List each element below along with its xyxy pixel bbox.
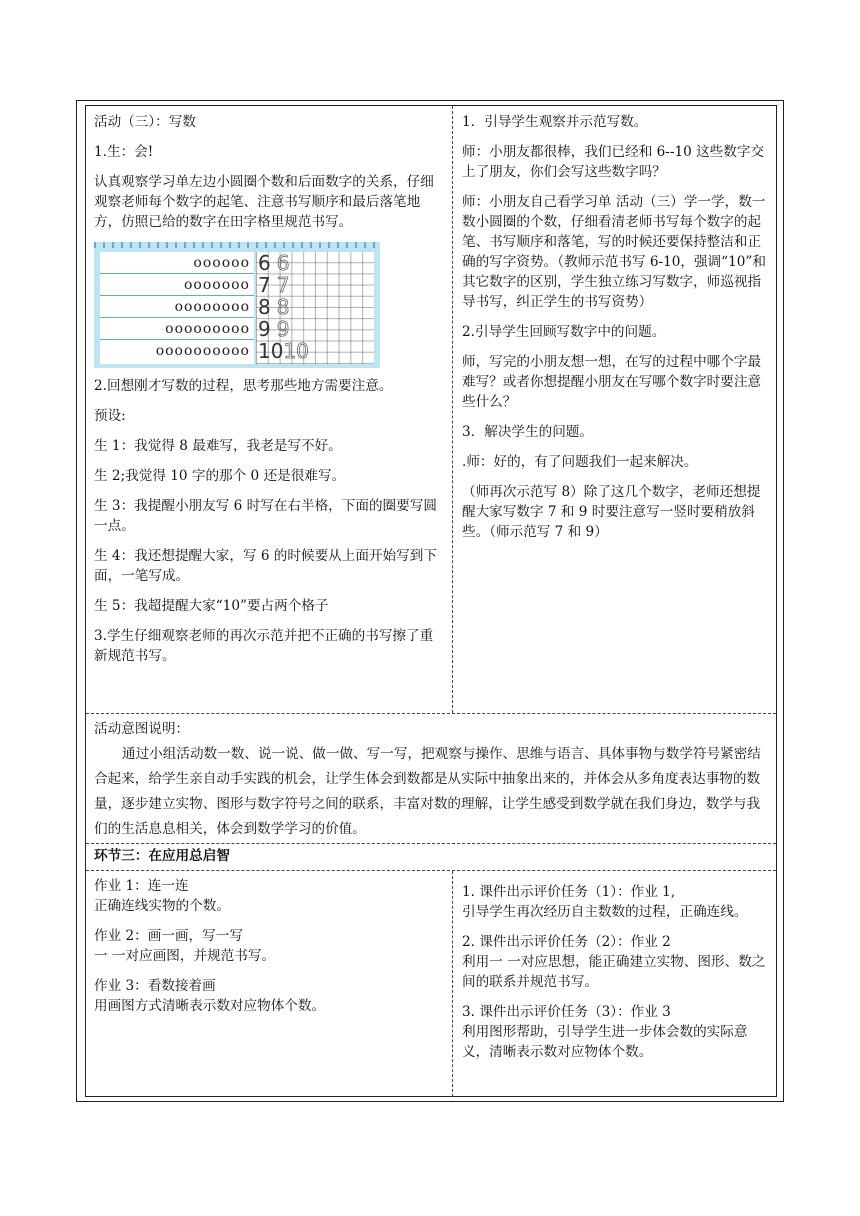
writing-instruction: 认真观察学习单左边小圆圈个数和后面数字的关系，仔细观察老师每个数字的起笔、注意书写顺序和最后落笔地方，仿照已给的数字在田字格里规范书写。 xyxy=(94,174,434,230)
circle-row-8: oooooooo xyxy=(100,296,254,318)
tianzige-writing-grid xyxy=(256,252,374,364)
evaluation-cell xyxy=(462,882,772,1062)
teacher-step-3: 3．解决学生的问题。 xyxy=(462,424,593,440)
digit-7: 77 xyxy=(258,273,296,297)
student-response-2: 生 2;我觉得 10 字的那个 0 还是很难写。 xyxy=(94,468,346,484)
student-answer-1: 1.生：会! xyxy=(94,144,154,160)
worksheet-spiral-edge xyxy=(94,242,380,248)
homework-2-desc: 一 一对应画图，并规范书写。 xyxy=(94,948,276,964)
preset-label: 预设: xyxy=(94,408,126,424)
student-response-4: 生 4：我还想提醒大家，写 6 的时候要从上面开始写到下面，一笔写成。 xyxy=(94,548,437,584)
digit-9: 99 xyxy=(258,317,296,341)
evaluation-2-title: 2. 课件出示评价任务（2）：作业 2 xyxy=(462,934,671,950)
evaluation-1-desc: 引导学生再次经历自主数数的过程，正确连线。 xyxy=(462,904,748,920)
teacher-resolve: .师：好的，有了问题我们一起来解决。 xyxy=(462,454,698,470)
circle-row-7: ooooooo xyxy=(100,274,254,296)
evaluation-2-desc: 利用一 一对应思想，能正确建立实物、图形、数之间的联系并规范书写。 xyxy=(462,954,766,990)
circle-row-9: ooooooooo xyxy=(100,318,254,340)
writing-worksheet-image xyxy=(94,242,380,368)
column-divider-top xyxy=(452,106,453,713)
column-divider-bottom xyxy=(452,871,453,1097)
activity-title: 活动（三）：写数 xyxy=(94,114,196,130)
homework-2-title: 作业 2：画一画，写一写 xyxy=(94,928,243,944)
homework-3-title: 作业 3：看数接着画 xyxy=(94,978,216,994)
student-response-3: 生 3：我提醒小朋友写 6 时写在右半格，下面的圈要写圆一点。 xyxy=(94,498,437,534)
homework-cell xyxy=(94,876,446,1016)
digit-10: 1010 xyxy=(258,339,309,363)
left-activity-cell xyxy=(94,112,446,666)
teacher-redemo: （师再次示范写 8）除了这几个数字，老师还想提醒大家写数字 7 和 9 时要注意写一竖时要稍放斜些。（师示范写 7 和 9） xyxy=(462,484,761,540)
homework-1-desc: 正确连线实物的个数。 xyxy=(94,898,230,914)
teacher-demo: 师：小朋友自己看学习单 活动（三）学一学，数一数小圆圈的个数，仔细看清老师书写每个数字的起笔、书写顺序和落笔，写的时候还要保持整洁和正确的写字资势。（教师示范书写 6-10，强调“10”和其它数字的区别，学生独立练习写数字，师巡视指导书写，纠正学生的书写资势） xyxy=(462,194,766,310)
homework-3-desc: 用画图方式清晰表示数对应物体个数。 xyxy=(94,998,326,1014)
right-teacher-cell xyxy=(462,112,770,542)
circle-count-panel xyxy=(100,252,254,364)
circle-row-10: oooooooooo xyxy=(155,343,250,359)
intent-body: 通过小组活动数一数、说一说、做一做、写一写，把观察与操作、思维与语言、具体事物与数学符号紧密结合起来，给学生亲自动手实践的机会，让学生体会到数都是从实际中抽象出来的，并体会从多角度表达事物的数量，逐步建立实物、图形与数字符号之间的联系，丰富对数的理解，让学生感受到数学就在我们身边，数学与我们的生活息息相关，体会到数学学习的价值。 xyxy=(94,746,761,837)
intent-cell xyxy=(94,717,770,842)
teacher-step-2: 2.引导学生回顾写数字中的问题。 xyxy=(462,324,666,340)
digit-8: 88 xyxy=(258,295,296,319)
homework-1-title: 作业 1：连一连 xyxy=(94,878,189,894)
row-divider-homework xyxy=(86,870,776,871)
row-divider-section3 xyxy=(86,843,776,844)
student-response-1: 生 1：我觉得 8 最难写，我老是写不好。 xyxy=(94,438,342,454)
reflection-prompt: 2.回想刚才写数的过程，思考那些地方需要注意。 xyxy=(94,378,393,394)
student-response-5: 生 5：我超提醒大家“10”要占两个格子 xyxy=(94,598,329,614)
teacher-reflect: 师，写完的小朋友想一想，在写的过程中哪个字最难写？或者你想提醒小朋友在写哪个数字时要注意些什么？ xyxy=(462,354,762,410)
digit-6: 66 xyxy=(258,251,296,275)
intent-title: 活动意图说明： xyxy=(94,721,190,737)
teacher-question: 师：小朋友都很棒，我们已经和 6--10 这些数字交上了朋友，你们会写这些数字吗？ xyxy=(462,144,765,180)
evaluation-3-desc: 利用图形帮助，引导学生进一步体会数的实际意义，清晰表示数对应物体个数。 xyxy=(462,1024,748,1060)
circle-row-6: oooooo xyxy=(100,252,254,274)
section3-title: 环节三：在应用总启智 xyxy=(94,848,230,864)
row-divider-intent xyxy=(86,713,776,714)
section3-header xyxy=(94,846,770,866)
teacher-step-1: 1．引导学生观察并示范写数。 xyxy=(462,114,648,130)
student-rewrite-step: 3.学生仔细观察老师的再次示范并把不正确的书写擦了重新规范书写。 xyxy=(94,628,434,664)
sample-digits xyxy=(256,252,316,364)
evaluation-1-title: 1. 课件出示评价任务（1）：作业 1, xyxy=(462,884,676,900)
evaluation-3-title: 3. 课件出示评价任务（3）：作业 3 xyxy=(462,1004,671,1020)
